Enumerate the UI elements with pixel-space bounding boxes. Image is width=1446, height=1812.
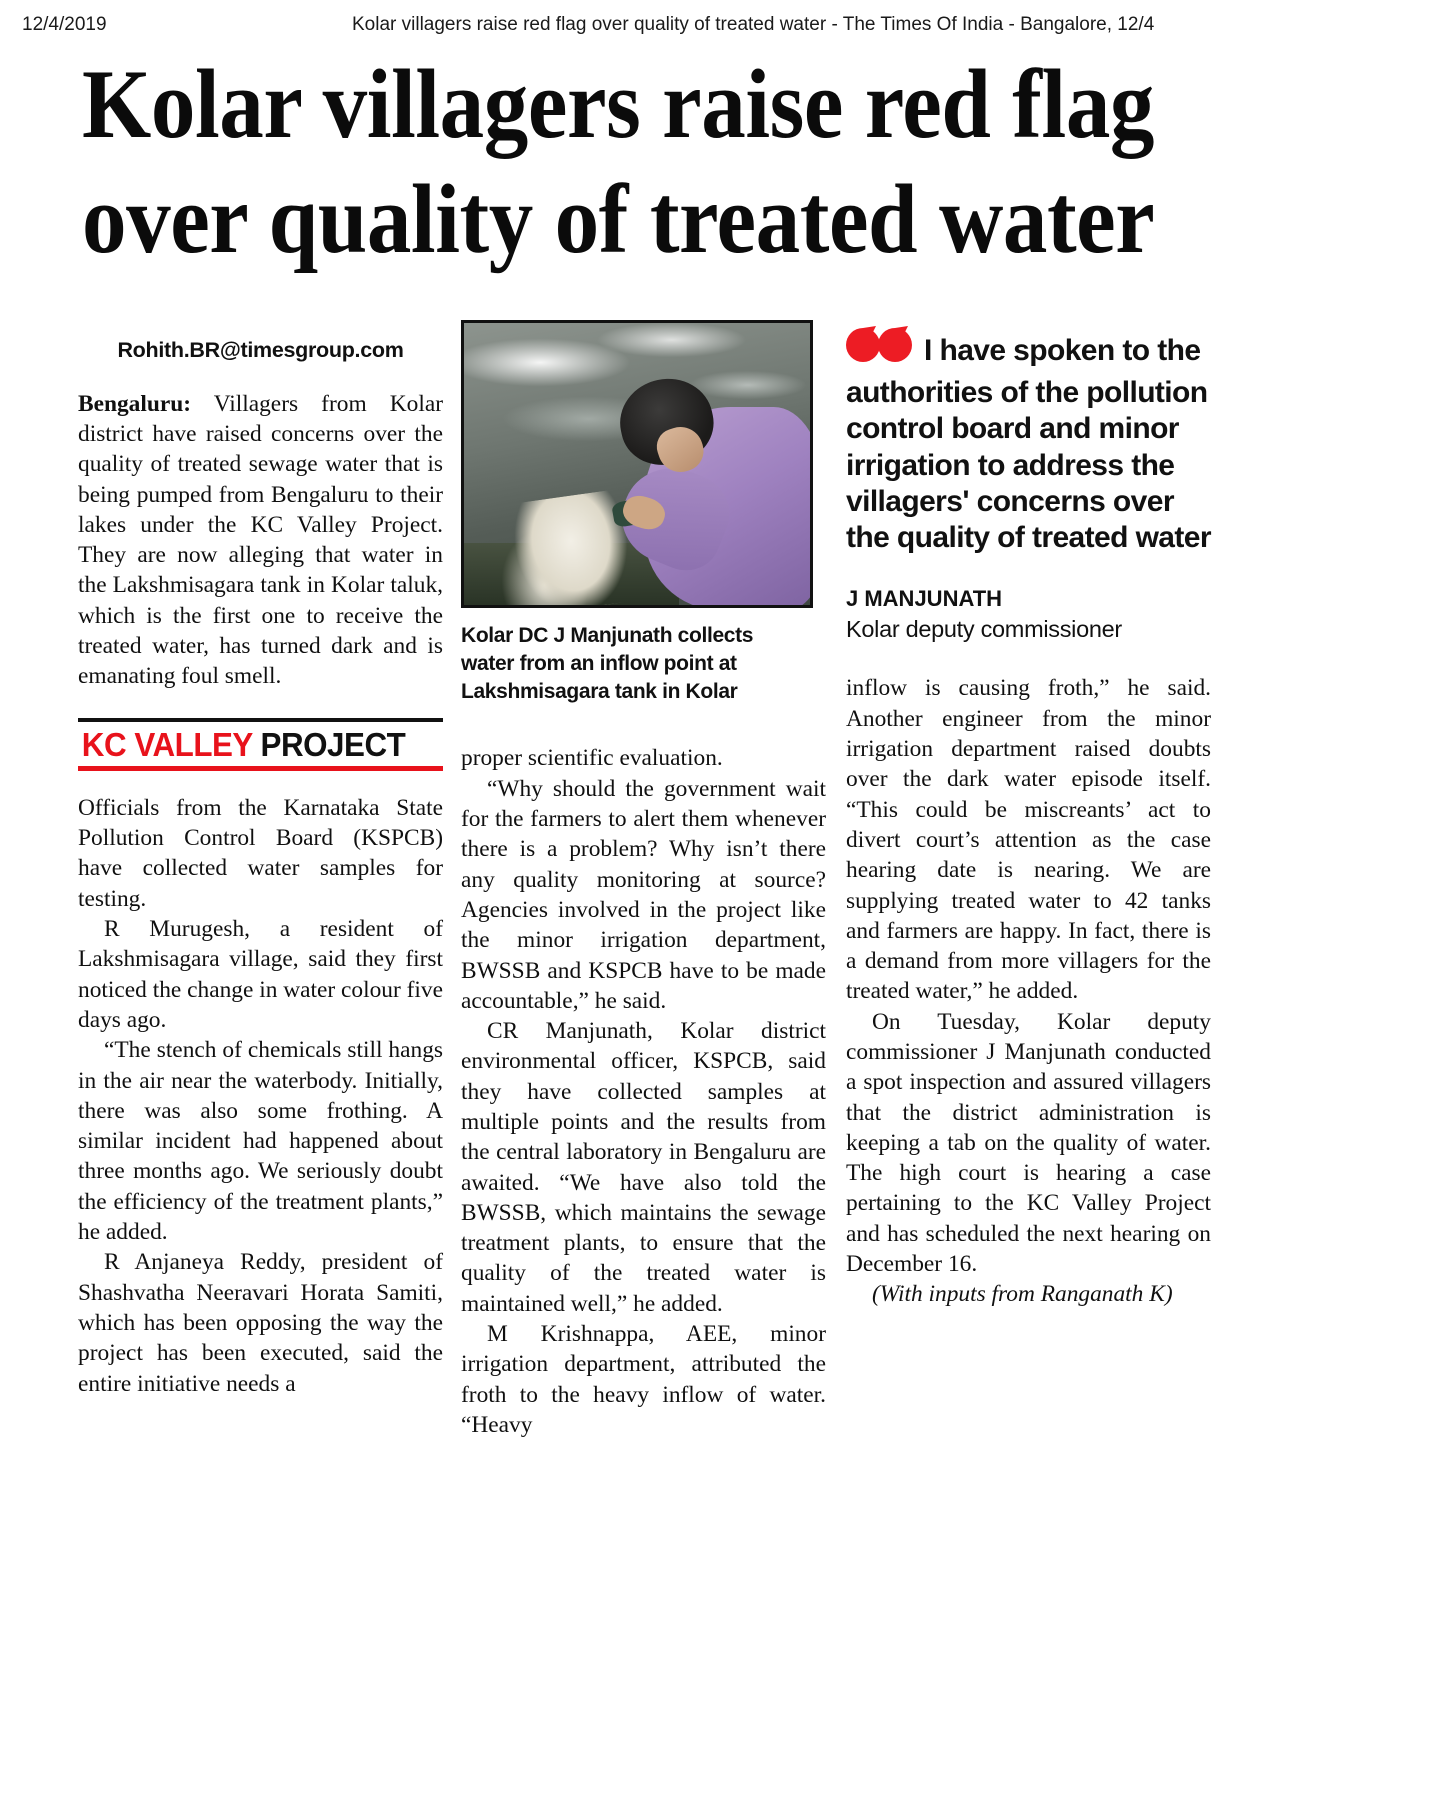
pull-quote-attribution-name: J MANJUNATH <box>846 586 1003 612</box>
caption-line: Kolar DC J Manjunath collects <box>461 623 754 647</box>
paragraph: Officials from the Karnataka State Pollution Control Board (KSPCB) have collected water samples for testing. <box>78 794 443 912</box>
strap-label-black: PROJECT <box>260 725 406 763</box>
headline-line-1: Kolar villagers raise red flag <box>82 50 1155 159</box>
pull-quote-text: I have spoken to the authorities of the pollution control board and minor irrigation to address the villagers' concerns over the quality of treated water <box>846 333 1211 555</box>
byline-email: Rohith.BR@timesgroup.com <box>117 337 404 362</box>
print-page-title: Kolar villagers raise red flag over quality of treated water - The Times Of India - Bangalore, 12/4 <box>352 14 1155 35</box>
column-right <box>846 320 1211 1441</box>
double-quote-open-icon <box>846 326 912 375</box>
strap-rule-bottom <box>78 766 443 771</box>
dateline-place: Bengaluru: <box>78 390 192 417</box>
photo-scene <box>464 323 810 605</box>
page-title <box>82 48 1425 278</box>
print-date: 12/4/2019 <box>22 14 107 35</box>
column-left <box>78 320 443 1441</box>
top-column-group <box>78 320 1376 1441</box>
caption-line: Lakshmisagara tank in Kolar <box>461 679 738 703</box>
print-header <box>0 0 1446 36</box>
paragraph: CR Manjunath, Kolar district environmental officer, KSPCB, said they have collected samples at multiple points and the results from the central laboratory in Bengaluru are awaited. “We have also told the BWSSB, which maintains the sewage treatment plants, to ensure that the quality of the treated water is maintained well,” he added. <box>461 1018 826 1317</box>
article-body <box>0 48 1446 1440</box>
headline-line-2: over quality of treated water <box>82 164 1155 274</box>
paragraph: R Anjaneya Reddy, president of Shashvatha Neeravari Horata Samiti, which has been opposing the way the project has been executed, said the entire initiative needs a <box>78 1249 443 1397</box>
paragraph: On Tuesday, Kolar deputy commissioner J Manjunath conducted a spot inspection and assured villagers that the district administration is keeping a tab on the quality of water. The high court is hearing a case pertaining to the KC Valley Project and has scheduled the next hearing on December 16. <box>846 1008 1211 1278</box>
caption-line: water from an inflow point at <box>461 651 737 675</box>
lead-paragraph <box>78 389 443 692</box>
pull-quote-text-wrapper <box>846 326 1211 557</box>
article-photo <box>461 320 813 608</box>
section-strap <box>78 718 443 771</box>
paragraph: “Why should the government wait for the farmers to alert them whenever there is a problem? Why isn’t there any quality monitoring at source? Agencies involved in the project like the minor irrigation department, BWSSB and KSPCB have to be made accountable,” he said. <box>461 775 826 1014</box>
paragraph: R Murugesh, a resident of Lakshmisagara village, said they first noticed the change in water colour five days ago. <box>78 916 443 1033</box>
column-middle <box>461 320 826 1441</box>
strap-label <box>78 722 425 766</box>
paragraph: inflow is causing froth,” he said. Another engineer from the minor irrigation department raised doubts over the dark water episode itself. “This could be miscreants’ act to divert court’s attention as the case hearing date is nearing. We are supplying treated water to 42 tanks and farmers are happy. In fact, there is a demand from more villagers for the treated water,” he added. <box>846 675 1211 1005</box>
paragraph-credit: (With inputs from Ranganath K) <box>872 1281 1173 1308</box>
strap-label-red: KC VALLEY <box>81 725 253 763</box>
paragraph: proper scientific evaluation. <box>461 745 723 772</box>
paragraph: M Krishnappa, AEE, minor irrigation department, attributed the froth to the heavy inflow of water. “Heavy <box>461 1321 826 1438</box>
photo-caption <box>461 622 826 706</box>
pull-quote-attribution-role: Kolar deputy commissioner <box>846 616 1122 643</box>
paragraph: “The stench of chemicals still hangs in the air near the waterbody. Initially, there was also some frothing. A similar incident had happened about three months ago. We seriously doubt the efficiency of the treatment plants,” he added. <box>78 1037 443 1246</box>
lead-paragraph-text: Villagers from Kolar district have raised concerns over the quality of treated sewage water that is being pumped from Bengaluru to their lakes under the KC Valley Project. They are now alleging that water in the Lakshmisagara tank in Kolar taluk, which is the first one to receive the treated water, has turned dark and is emanating foul smell. <box>78 390 443 690</box>
pull-quote <box>846 326 1211 644</box>
